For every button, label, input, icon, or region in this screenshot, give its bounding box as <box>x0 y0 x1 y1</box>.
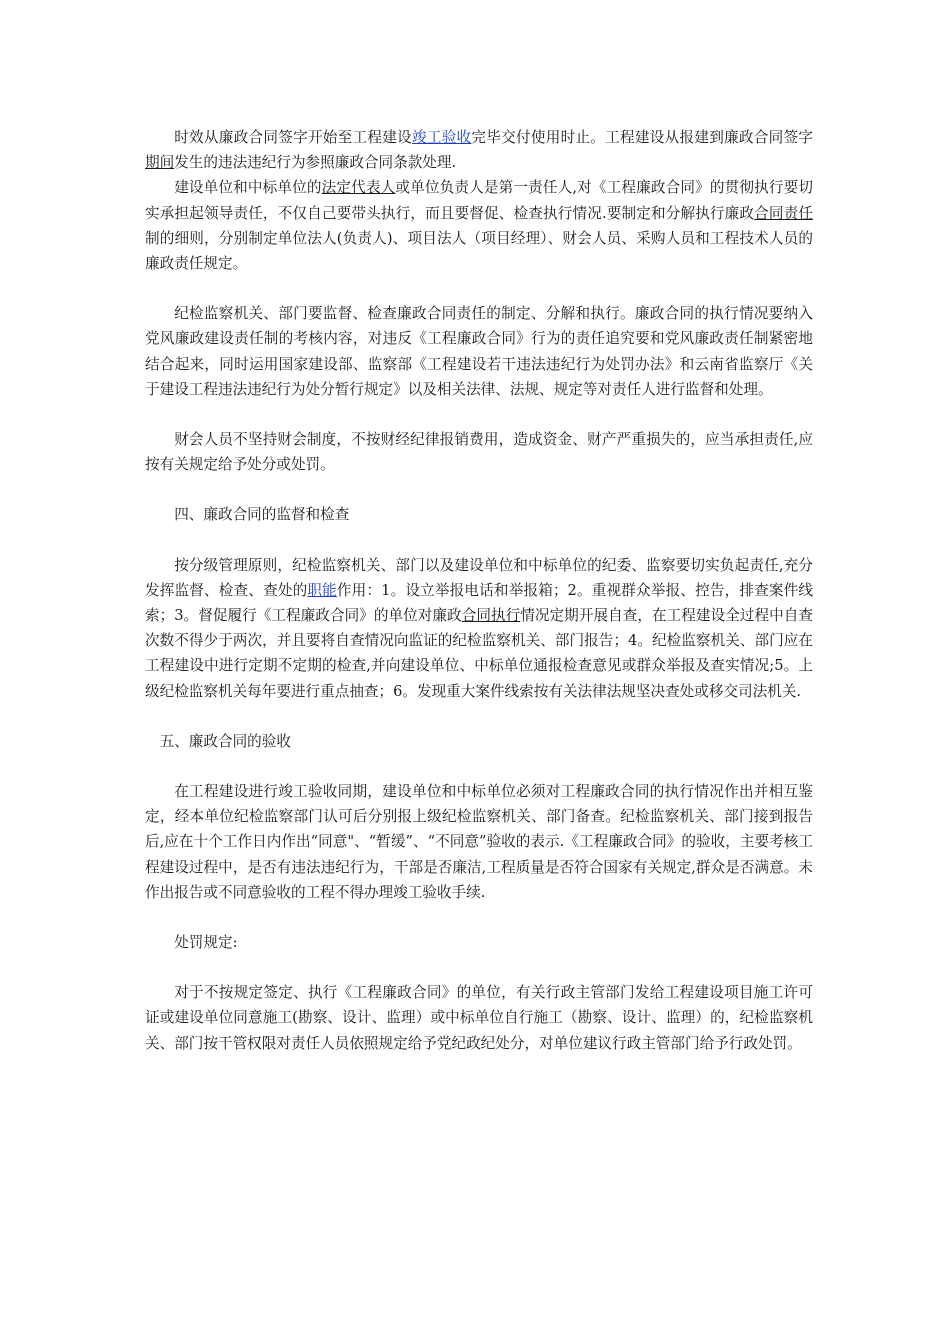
paragraph-supervision-measures: 按分级管理原则，纪检监察机关、部门以及建设单位和中标单位的纪委、监察要切实负起责任,充分发挥监督、检查、查处的职能作用：1。设立举报电话和举报箱；2。重视群众举报、控告，排查案件线索；3。督促履行《工程廉政合同》的单位对廉政合同执行情况定期开展自查，在工程建设全过程中自查次数不得少于两次，并且要将自查情况向监证的纪检监察机关、部门报告；4。纪检监察机关、部门应在工程建设中进行定期不定期的检查,并向建设单位、中标单位通报检查意见或群众举报及查实情况;5。上级纪检监察机关每年要进行重点抽查；6。发现重大案件线索按有关法律法规坚决查处或移交司法机关. <box>145 556 813 700</box>
document-body <box>145 125 813 1056</box>
keyword-link[interactable]: 合同责任 <box>754 204 813 222</box>
paragraph-penalty: 对于不按规定签定、执行《工程廉政合同》的单位，有关行政主管部门发给工程建设项目施工许可证或建设单位同意施工(勘察、设计、监理）或中标单位自行施工（勘察、设计、监理）的，纪检监察机关、部门按干管权限对责任人员依照规定给予党纪政纪处分，对单位建议行政主管部门给予行政处罚。 <box>145 984 813 1052</box>
keyword-link[interactable]: 合同执行 <box>461 607 521 625</box>
paragraph-acceptance: 在工程建设进行竣工验收同期，建设单位和中标单位必须对工程廉政合同的执行情况作出并相互鉴定，经本单位纪检监察部门认可后分别报上级纪检监察机关、部门备查。纪检监察机关、部门接到报告后,应在十个工作日内作出“同意"、“暂缓”、“不同意”验收的表示.《工程廉政合同》的验收，主要考核工程建设过程中，是否有违法违纪行为，干部是否廉洁,工程质量是否符合国家有关规定,群众是否满意。未作出报告或不同意验收的工程不得办理竣工验收手续. <box>145 783 813 901</box>
keyword-link[interactable]: 职能 <box>307 581 337 599</box>
section-heading-acceptance: 五、廉政合同的验收 <box>159 732 291 750</box>
paragraph-contract-validity: 时效从廉政合同签字开始至工程建设竣工验收完毕交付使用时止。工程建设从报建到廉政合同签字期间发生的违法违纪行为参照廉政合同条款处理. <box>145 129 813 172</box>
section-heading-penalty: 处罚规定: <box>174 934 238 952</box>
keyword-link[interactable]: 竣工验收 <box>411 129 472 146</box>
keyword-link[interactable]: 法定代表人 <box>321 179 396 197</box>
section-heading-supervision: 四、廉政合同的监督和检查 <box>174 506 350 524</box>
paragraph-supervision-duty: 纪检监察机关、部门要监督、检查廉政合同责任的制定、分解和执行。廉政合同的执行情况要纳入党风廉政建设责任制的考核内容，对违反《工程廉政合同》行为的责任追究要和党风廉政责任制紧密地结合起来，同时运用国家建设部、监察部《工程建设若干违法违纪行为处罚办法》和云南省监察厅《关于建设工程违法违纪行为处分暂行规定》以及相关法律、法规、规定等对责任人进行监督和处理。 <box>145 305 813 398</box>
paragraph-first-responsible: 建设单位和中标单位的法定代表人或单位负责人是第一责任人,对《工程廉政合同》的贯彻执行要切实承担起领导责任，不仅自己要带头执行，而且要督促、检查执行情况.要制定和分解执行廉政合同责任制的细则，分别制定单位法人(负责人)、项目法人（项目经理）、财会人员、采购人员和工程技术人员的廉政责任规定。 <box>145 179 813 273</box>
keyword-link[interactable]: 期间 <box>145 154 175 172</box>
paragraph-finance-staff: 财会人员不坚持财会制度，不按财经纪律报销费用，造成资金、财产严重损失的，应当承担责任,应按有关规定给予处分或处罚。 <box>145 431 813 474</box>
